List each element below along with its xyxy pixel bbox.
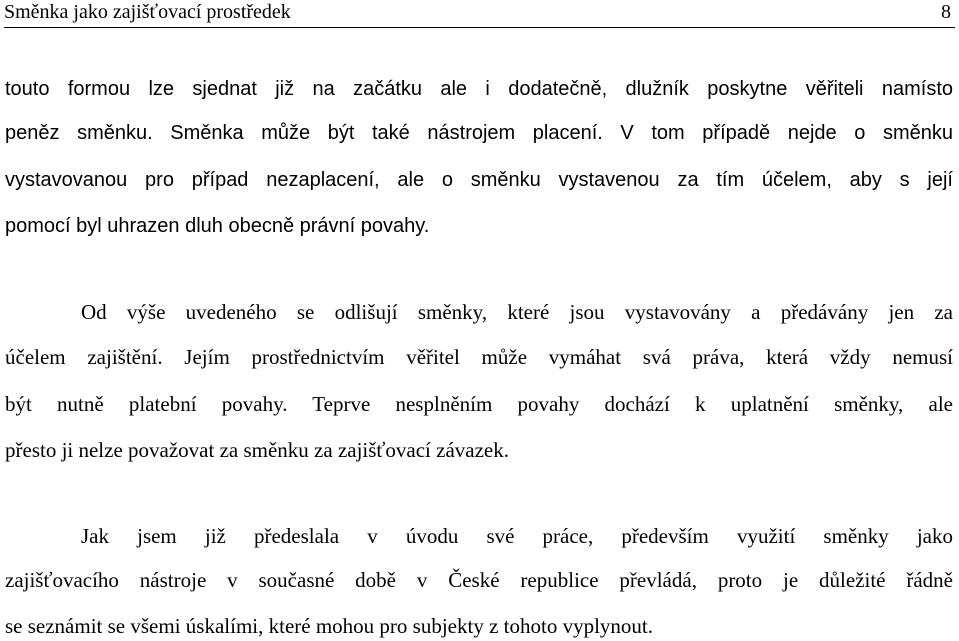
paragraph-2-line-1: Od výše uvedeného se odlišují směnky, které jsou vystavovány a předávány jen za (81, 300, 953, 324)
paragraph-3-line-2: zajišťovacího nástroje v současné době v České republice převládá, proto je důležité řádně (5, 568, 953, 592)
page-number: 8 (941, 1, 951, 23)
paragraph-1-line-2: peněz směnku. Směnka může být také nástrojem placení. V tom případě nejde o směnku (5, 122, 953, 144)
paragraph-3-line-3: se seznámit se všemi úskalími, které mohou pro subjekty z tohoto vyplynout. (5, 614, 653, 638)
paragraph-3-line-1: Jak jsem již předeslala v úvodu své práce, především využití směnky jako (81, 524, 953, 548)
running-header (4, 0, 955, 28)
paragraph-2-line-2: účelem zajištění. Jejím prostřednictvím věřitel může vymáhat svá práva, která vždy nemusí (5, 345, 953, 369)
paragraph-1-line-3: vystavovanou pro případ nezaplacení, ale o směnku vystavenou za tím účelem, aby s její (5, 169, 953, 191)
paragraph-2-line-4: přesto ji nelze považovat za směnku za zajišťovací závazek. (5, 438, 509, 462)
paragraph-2-line-3: být nutně platební povahy. Teprve nesplněním povahy dochází k uplatnění směnky, ale (5, 392, 953, 416)
paragraph-1-line-1: touto formou lze sjednat již na začátku ale i dodatečně, dlužník poskytne věřiteli namísto (5, 78, 953, 100)
chapter-title: Směnka jako zajišťovací prostředek (4, 1, 291, 23)
paragraph-1-line-4: pomocí byl uhrazen dluh obecně právní povahy. (5, 215, 430, 237)
